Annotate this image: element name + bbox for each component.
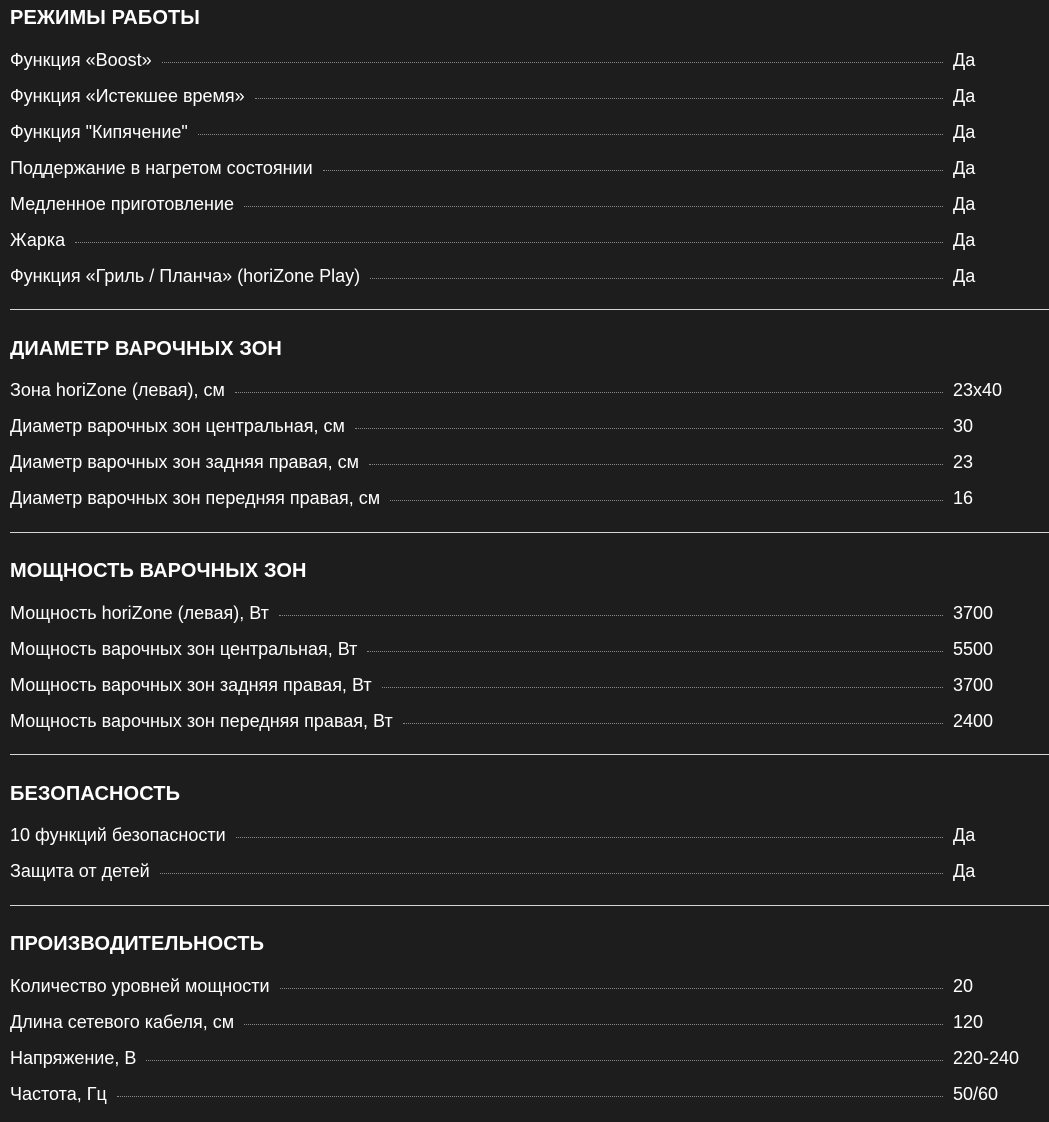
spec-row bbox=[10, 823, 1049, 847]
spec-row bbox=[10, 120, 1049, 144]
section-title: ДИАМЕТР ВАРОЧНЫХ ЗОН bbox=[10, 338, 282, 360]
spec-row bbox=[10, 450, 1049, 474]
spec-row bbox=[10, 486, 1049, 510]
dotted-leader bbox=[117, 1096, 943, 1097]
dotted-leader bbox=[403, 723, 943, 724]
spec-row bbox=[10, 156, 1049, 180]
spec-row bbox=[10, 859, 1049, 883]
dotted-leader bbox=[370, 278, 943, 279]
spec-row bbox=[10, 637, 1049, 661]
spec-value: Да bbox=[953, 158, 976, 178]
dotted-leader bbox=[390, 500, 943, 501]
spec-value: 3700 bbox=[953, 603, 994, 623]
dotted-leader bbox=[279, 615, 943, 616]
spec-value: Да bbox=[953, 194, 976, 214]
spec-row bbox=[10, 974, 1049, 998]
spec-value: 220-240 bbox=[953, 1048, 1020, 1068]
spec-label: Функция "Кипячение" bbox=[10, 122, 188, 142]
section-divider bbox=[10, 309, 1049, 310]
spec-row bbox=[10, 264, 1049, 288]
spec-label: Мощность варочных зон центральная, Вт bbox=[10, 639, 358, 659]
spec-label: Диаметр варочных зон передняя правая, см bbox=[10, 488, 381, 508]
section-title: МОЩНОСТЬ ВАРОЧНЫХ ЗОН bbox=[10, 560, 307, 582]
spec-label: Зона horiZone (левая), см bbox=[10, 380, 225, 400]
dotted-leader bbox=[162, 62, 943, 63]
spec-value: Да bbox=[953, 50, 976, 70]
spec-value: 23x40 bbox=[953, 380, 1003, 400]
spec-value: 50/60 bbox=[953, 1084, 999, 1104]
spec-label: Частота, Гц bbox=[10, 1084, 107, 1104]
spec-value: 5500 bbox=[953, 639, 994, 659]
spec-label: Диаметр варочных зон центральная, см bbox=[10, 416, 345, 436]
spec-row bbox=[10, 1010, 1049, 1034]
section-title: БЕЗОПАСНОСТЬ bbox=[10, 783, 181, 805]
spec-value: 16 bbox=[953, 488, 974, 508]
spec-label: Функция «Гриль / Планча» (horiZone Play) bbox=[10, 266, 361, 286]
section-divider bbox=[10, 532, 1049, 533]
dotted-leader bbox=[160, 873, 943, 874]
spec-row bbox=[10, 84, 1049, 108]
spec-value: Да bbox=[953, 122, 976, 142]
dotted-leader bbox=[146, 1060, 943, 1061]
spec-label: Жарка bbox=[10, 230, 66, 250]
spec-label: Напряжение, В bbox=[10, 1048, 137, 1068]
spec-value: Да bbox=[953, 266, 976, 286]
spec-value: Да bbox=[953, 230, 976, 250]
dotted-leader bbox=[367, 651, 943, 652]
dotted-leader bbox=[198, 134, 943, 135]
spec-value: Да bbox=[953, 86, 976, 106]
spec-label: Функция «Истекшее время» bbox=[10, 86, 245, 106]
spec-value: 23 bbox=[953, 452, 974, 472]
spec-value: 20 bbox=[953, 976, 974, 996]
spec-row bbox=[10, 48, 1049, 72]
spec-label: Количество уровней мощности bbox=[10, 976, 270, 996]
spec-label: Защита от детей bbox=[10, 861, 150, 881]
spec-value: 120 bbox=[953, 1012, 984, 1032]
spec-value: 3700 bbox=[953, 675, 994, 695]
spec-row bbox=[10, 378, 1049, 402]
spec-label: Мощность варочных зон задняя правая, Вт bbox=[10, 675, 372, 695]
dotted-leader bbox=[323, 170, 943, 171]
spec-label: Мощность horiZone (левая), Вт bbox=[10, 603, 269, 623]
spec-row bbox=[10, 673, 1049, 697]
dotted-leader bbox=[244, 206, 943, 207]
section-title: ПРОИЗВОДИТЕЛЬНОСТЬ bbox=[10, 933, 265, 955]
spec-label: Диаметр варочных зон задняя правая, см bbox=[10, 452, 360, 472]
dotted-leader bbox=[75, 242, 943, 243]
spec-row bbox=[10, 192, 1049, 216]
dotted-leader bbox=[280, 988, 944, 989]
spec-label: Мощность варочных зон передняя правая, Вт bbox=[10, 711, 393, 731]
dotted-leader bbox=[244, 1024, 943, 1025]
dotted-leader bbox=[382, 687, 943, 688]
section-divider bbox=[10, 754, 1049, 755]
spec-value: 30 bbox=[953, 416, 974, 436]
spec-row bbox=[10, 414, 1049, 438]
dotted-leader bbox=[236, 837, 943, 838]
dotted-leader bbox=[369, 464, 943, 465]
spec-row bbox=[10, 601, 1049, 625]
spec-label: 10 функций безопасности bbox=[10, 825, 226, 845]
dotted-leader bbox=[355, 428, 943, 429]
spec-row bbox=[10, 1082, 1049, 1106]
spec-value: Да bbox=[953, 825, 976, 845]
spec-label: Поддержание в нагретом состоянии bbox=[10, 158, 313, 178]
dotted-leader bbox=[255, 98, 943, 99]
spec-value: 2400 bbox=[953, 711, 994, 731]
spec-label: Функция «Boost» bbox=[10, 50, 152, 70]
spec-row bbox=[10, 1046, 1049, 1070]
spec-label: Длина сетевого кабеля, см bbox=[10, 1012, 235, 1032]
section-title: РЕЖИМЫ РАБОТЫ bbox=[10, 7, 200, 29]
dotted-leader bbox=[235, 392, 943, 393]
spec-value: Да bbox=[953, 861, 976, 881]
section-divider bbox=[10, 905, 1049, 906]
spec-label: Медленное приготовление bbox=[10, 194, 235, 214]
spec-row bbox=[10, 228, 1049, 252]
spec-row bbox=[10, 709, 1049, 733]
